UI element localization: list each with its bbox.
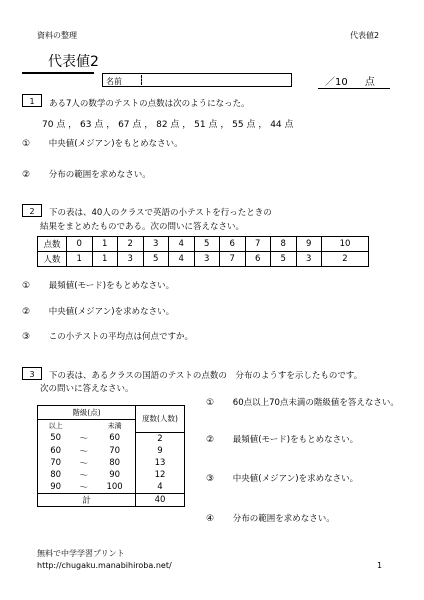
score-box: [325, 73, 375, 88]
q1-sub-1-text: 中央値(メジアン)をもとめなさい。: [48, 139, 183, 149]
table-row: [38, 469, 185, 481]
q2-text-2: 結果をまとめたものである。次の問いに答えなさい。: [40, 222, 245, 232]
score-value: ／10: [325, 77, 348, 88]
table-cell: 13: [154, 457, 166, 468]
q2-sub-2-mark: ②: [22, 307, 31, 317]
table-row: [38, 493, 185, 506]
table-cell: 4: [157, 481, 163, 492]
q3-sub-1: [206, 396, 399, 408]
name-label: 名前: [106, 77, 122, 86]
table-cell: 60: [94, 432, 135, 445]
header-title: 代表値2: [350, 31, 380, 40]
q2-sub-2: [22, 305, 174, 317]
score-unit: 点: [364, 77, 375, 88]
table-cell: 90: [50, 481, 62, 492]
q2-sub-1: [22, 279, 174, 291]
table-subheader-ijo: 以上: [48, 422, 63, 430]
table-row: [38, 237, 369, 252]
table-cell: 0: [67, 237, 93, 252]
q1-sub-1-mark: ①: [22, 139, 31, 149]
footer-site-name: 無料で中学学習プリント: [37, 549, 125, 558]
table-cell: 6: [220, 237, 246, 252]
q2-sub-3-text: この小テストの平均点は何点ですか。: [48, 332, 193, 342]
table-cell: 3: [194, 252, 220, 267]
table-cell: 5: [271, 252, 297, 267]
q1-data-line: 70 点 ， 63 点 ， 67 点 ， 82 点 ， 51 点 ， 55 点 ， 44 点: [42, 120, 294, 130]
table-cell: 1: [92, 252, 118, 267]
q3-text-2: 次の問いに答えなさい。: [40, 384, 134, 394]
table-header-cell: 人数: [38, 252, 67, 267]
table-row: [38, 445, 185, 457]
table-row: [38, 481, 185, 494]
table-total-value: 40: [136, 493, 185, 506]
q1-sub-2-mark: ②: [22, 170, 31, 180]
table-cell: 3: [143, 237, 169, 252]
q2-text-1: 下の表は、40人のクラスで英語の小テストを行ったときの: [49, 208, 272, 218]
table-cell: 9: [157, 445, 163, 456]
table-row: [38, 406, 185, 420]
table-header-cell: 点数: [38, 237, 67, 252]
question-number-3: 3: [22, 367, 42, 380]
q3-sub-2-mark: ②: [206, 435, 215, 445]
table-cell: 9: [296, 237, 322, 252]
table-cell: 4: [169, 237, 195, 252]
header-subject: 資料の整理: [37, 31, 77, 40]
question-number-1: 1: [22, 94, 42, 107]
q2-sub-3-mark: ③: [22, 332, 31, 342]
title-underline: [22, 72, 94, 74]
table-cell: 1: [67, 252, 93, 267]
table-cell: 8: [271, 237, 297, 252]
table-cell: 90: [94, 469, 135, 481]
table-row: [38, 457, 185, 469]
table-cell: 7: [245, 237, 271, 252]
table-cell: ～: [79, 458, 88, 469]
table-cell: 100: [94, 481, 135, 494]
table-cell: 50: [50, 433, 62, 444]
table-cell: ～: [79, 434, 88, 445]
q3-sub-2-text: 最頻値(モード)をもとめなさい。: [232, 435, 359, 445]
table-header-class: 階級(点): [38, 406, 136, 420]
table-cell: 4: [169, 252, 195, 267]
table-cell: 7: [220, 252, 246, 267]
table-cell: ～: [79, 482, 88, 493]
q1-sub-2: [22, 168, 151, 180]
table-cell: 10: [322, 237, 369, 252]
table-cell: 2: [322, 252, 369, 267]
question-number-2: 2: [22, 204, 42, 217]
q3-sub-2: [206, 433, 358, 445]
table-cell: 12: [154, 469, 166, 480]
table-cell: 70: [50, 457, 62, 468]
q3-sub-4: [206, 512, 335, 524]
table-cell: ～: [79, 446, 88, 457]
q3-sub-3-mark: ③: [206, 474, 215, 484]
q3-sub-3: [206, 472, 358, 484]
table-subheader-miman: 未満: [94, 420, 135, 433]
q3-sub-3-text: 中央値(メジアン)を求めなさい。: [232, 474, 359, 484]
q3-sub-4-text: 分布の範囲を求めなさい。: [232, 514, 335, 524]
q2-sub-1-text: 最頻値(モード)をもとめなさい。: [48, 281, 175, 291]
table-row: [38, 432, 185, 445]
q2-sub-3: [22, 330, 193, 342]
table-cell: 6: [245, 252, 271, 267]
table-cell: 3: [118, 252, 144, 267]
table-cell: 5: [194, 237, 220, 252]
page-number: 1: [377, 561, 383, 570]
page-title: 代表値2: [48, 54, 99, 70]
table-cell: 3: [296, 252, 322, 267]
table-header-frequency: 度数(人数): [136, 406, 185, 433]
table-row: [38, 252, 369, 267]
q1-text: ある7人の数学のテストの点数は次のようになった。: [49, 99, 250, 109]
q3-sub-4-mark: ④: [206, 514, 215, 524]
q1-sub-1: [22, 137, 183, 149]
table-cell: 80: [50, 469, 62, 480]
table-cell: 2: [157, 433, 163, 444]
q1-sub-2-text: 分布の範囲を求めなさい。: [48, 170, 151, 180]
class-frequency-table: [37, 405, 185, 507]
score-underline: [318, 88, 390, 89]
table-cell: 2: [118, 237, 144, 252]
q3-sub-1-text: 60点以上70点未満の階級値を答えなさい。: [232, 398, 399, 408]
table-cell: 60: [50, 445, 62, 456]
table-total-label: 計: [38, 493, 136, 506]
q3-sub-1-mark: ①: [206, 398, 215, 408]
table-cell: 80: [94, 457, 135, 469]
name-box[interactable]: [102, 73, 292, 87]
table-cell: ～: [79, 470, 88, 481]
q2-sub-1-mark: ①: [22, 281, 31, 291]
table-cell: 70: [94, 445, 135, 457]
q2-sub-2-text: 中央値(メジアン)を求めなさい。: [48, 307, 175, 317]
table-cell: 5: [143, 252, 169, 267]
table-cell: 1: [92, 237, 118, 252]
q3-text-1: 下の表は、あるクラスの国語のテストの点数の 分布のようすを示したものです。: [49, 371, 363, 381]
footer-url-link[interactable]: http://chugaku.manabihiroba.net/: [37, 561, 172, 570]
score-frequency-table: [37, 236, 369, 267]
name-divider: [141, 75, 142, 85]
